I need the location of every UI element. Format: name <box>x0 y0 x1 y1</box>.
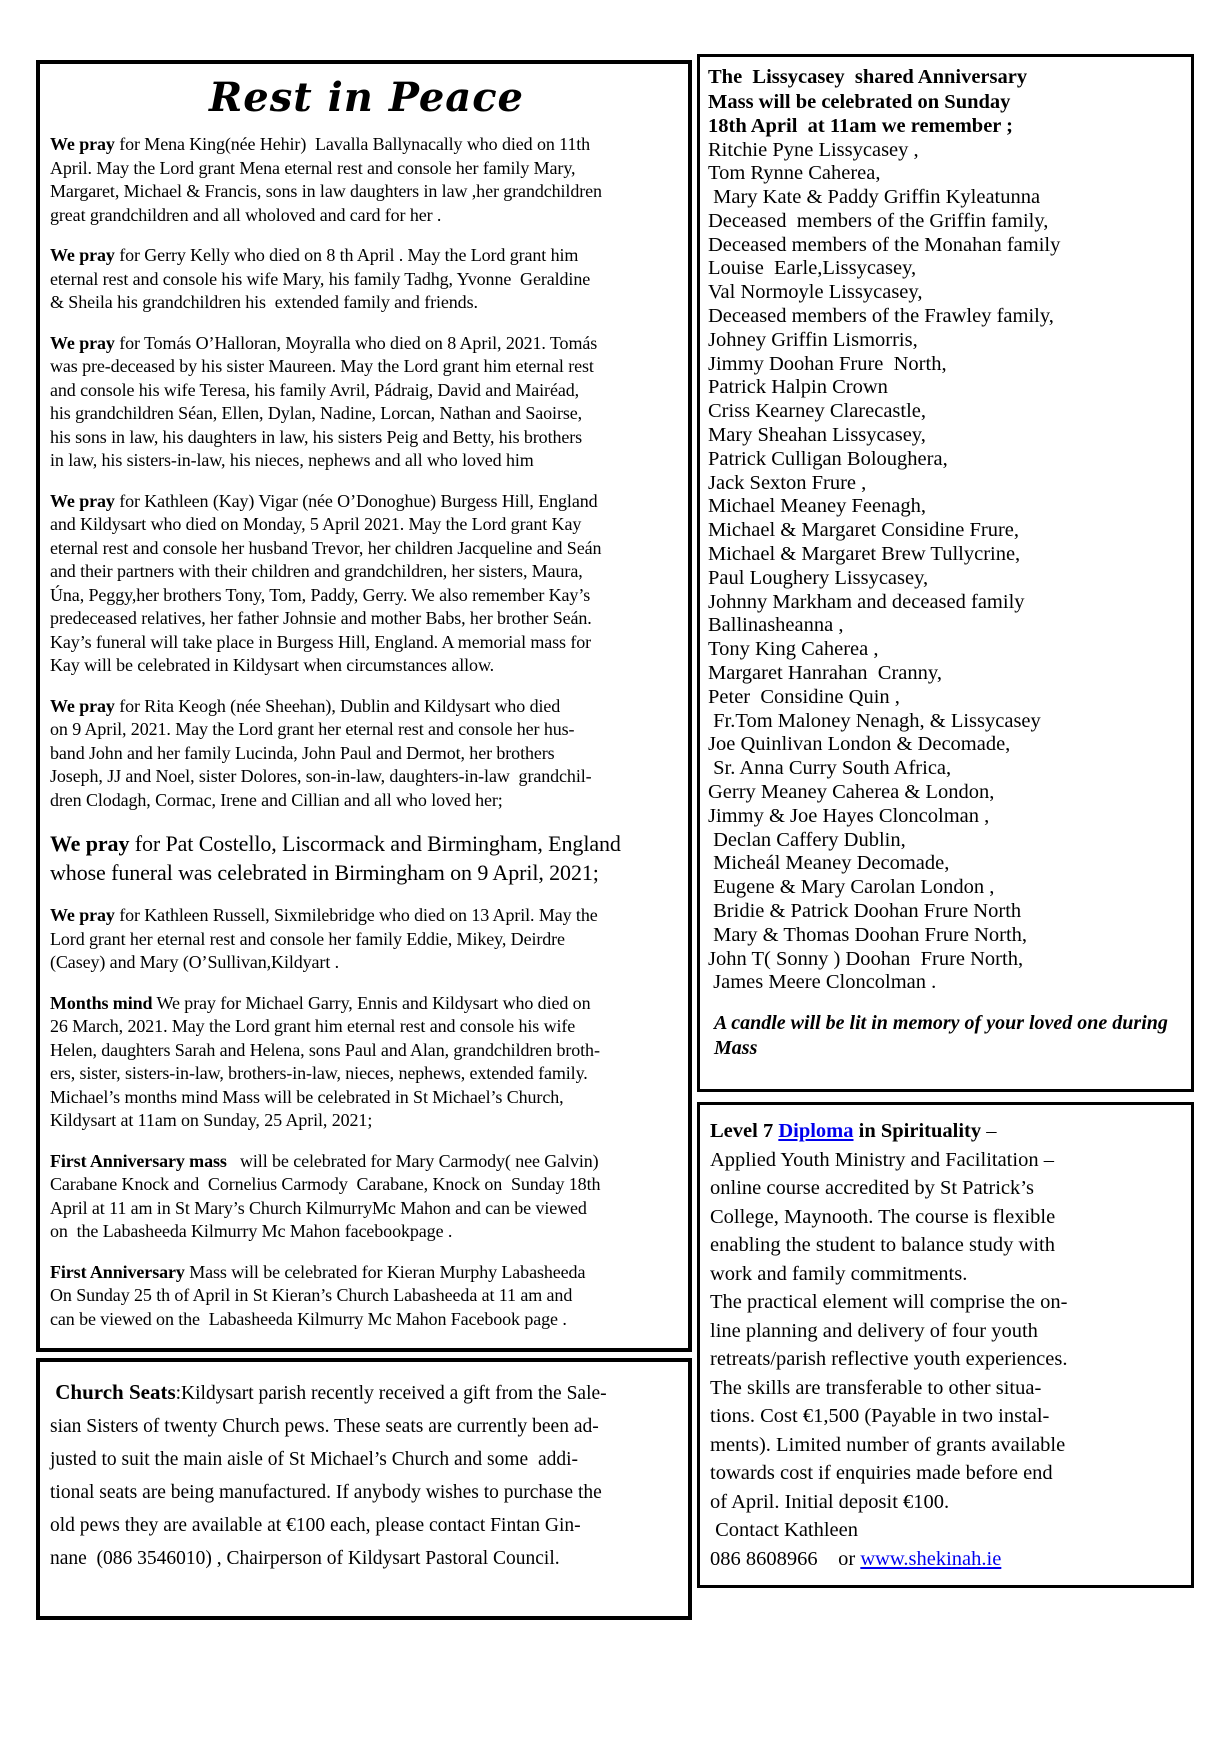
remembered-name: Deceased members of the Frawley family, <box>708 305 1054 328</box>
church-seats-box <box>36 1358 692 1620</box>
rest-in-peace-title: Rest in Peace <box>209 74 524 121</box>
remembered-name: Paul Loughery Lissycasey, <box>708 566 929 589</box>
anniversary-names-list <box>708 139 1187 996</box>
remembered-name: Mary & Thomas Doohan Frure North, <box>708 923 1028 946</box>
remembered-name: Peter Considine Quin , <box>708 685 900 708</box>
prayer-paragraph: We pray for Tomás O’Halloran, Moyralla who died on 8 April, 2021. Tomás was pre-deceased by his sister Maureen. May the Lord grant him eternal rest and console his wife Teresa, his family Avril, Pádraig, David and Mairéad, his grandchildren Séan, Ellen, Dylan, Nadine, Lorcan, Nathan and Saoirse, his sons in law, his daughters in law, his sisters Peig and Betty, his brothers in law, his sisters-in-law, his nieces, nephews and all who loved him <box>50 332 598 470</box>
remembered-name: Gerry Meaney Caherea & London, <box>708 781 995 804</box>
remembered-name: Mary Sheahan Lissycasey, <box>708 424 926 447</box>
prayer-paragraph: First Anniversary Mass will be celebrated for Kieran Murphy Labasheeda On Sunday 25 th of April in St Kieran’s Church Labasheeda at 11 am and can be viewed on the Labasheeda Kilmurry Mc Mahon Facebook page . <box>50 1261 586 1329</box>
remembered-name: Jack Sexton Frure , <box>708 471 867 494</box>
prayer-paragraphs <box>50 133 683 1331</box>
remembered-name: John T( Sonny ) Doohan Frure North, <box>708 947 1024 970</box>
paragraph-lead: We pray <box>50 332 115 353</box>
remembered-name: Val Normoyle Lissycasey, <box>708 281 923 304</box>
remembered-name: Tony King Caherea , <box>708 638 879 661</box>
diploma-link[interactable]: Diploma <box>778 1120 854 1142</box>
paragraph-lead: We pray <box>50 831 130 856</box>
paragraph-lead: We pray <box>50 695 115 716</box>
prayer-paragraph: Months mind We pray for Michael Garry, Ennis and Kildysart who died on 26 March, 2021. May the Lord grant him eternal rest and console his wife Helen, daughters Sarah and Helena, sons Paul and Alan, grandchildren broth- ers, sister, sisters-in-law, brothers-in-law, nieces, nephews, extended family. Michael’s months mind Mass will be celebrated in St Michael’s Church, Kildysart at 11am on Sunday, 25 April, 2021; <box>50 992 600 1130</box>
paragraph-lead: First Anniversary mass <box>50 1150 227 1171</box>
prayer-paragraph: We pray for Mena King(née Hehir) Lavalla Ballynacally who died on 11th April. May the Lord grant Mena eternal rest and console her family Mary, Margaret, Michael & Francis, sons in law daughters in law ,her grandchildren great grandchildren and all wholoved and card for her . <box>50 134 602 225</box>
diploma-body-lines: Applied Youth Ministry and Facilitation – online course accredited by St Patrick’s College, Maynooth. The course is flexible enabling the student to balance study with work and family commitments. The practical element will comprise the on- line planning and delivery of four youth retreats/parish reflective youth experiences. The skills are transferable to other situa- tions. Cost €1,500 (Payable in two instal- ments). Limited number of grants available towards cost if enquiries made before end of April. Initial deposit €100. Contact Kathleen <box>710 1148 1068 1541</box>
paragraph-lead: Church Seats <box>50 1380 176 1404</box>
remembered-name: Ballinasheanna , <box>708 614 844 637</box>
remembered-name: Joe Quinlivan London & Decomade, <box>708 733 1011 756</box>
anniversary-mass-header: The Lissycasey shared Anniversary Mass will be celebrated on Sunday 18th April at 11am we remember ; <box>708 66 1028 137</box>
remembered-name: Jimmy Doohan Frure North, <box>708 352 947 375</box>
prayer-paragraph: We pray for Kathleen (Kay) Vigar (née O’Donoghue) Burgess Hill, England and Kildysart who died on Monday, 5 April 2021. May the Lord grant Kay eternal rest and console her husband Trevor, her children Jacqueline and Seán and their partners with their children and grandchildren, her sisters, Maura, Úna, Peggy,her brothers Tony, Tom, Paddy, Gerry. We also remember Kay’s predeceased relatives, her father Johnsie and mother Babs, her brother Seán. Kay’s funeral will take place in Burgess Hill, England. A memorial mass for Kay will be celebrated in Kildysart when circumstances allow. <box>50 490 602 675</box>
remembered-name: Michael Meaney Feenagh, <box>708 495 927 518</box>
remembered-name: Patrick Culligan Boloughera, <box>708 447 948 470</box>
remembered-name: Deceased members of the Monahan family <box>708 233 1061 256</box>
website-link[interactable]: www.shekinah.ie <box>860 1547 1002 1570</box>
paragraph-lead: Months mind <box>50 992 153 1013</box>
contact-phone-text: 086 8608966 or <box>710 1547 861 1570</box>
remembered-name: Declan Caffery Dublin, <box>708 828 906 851</box>
church-seats-text: Church Seats:Kildysart parish recently received a gift from the Sale- sian Sisters of twenty Church pews. These seats are currently been ad- justed to suit the main aisle of St Michael’s Church and some addi- tional seats are being manufactured. If anybody wishes to purchase the old pews they are available at €100 each, please contact Fintan Gin- nane (086 3546010) , Chairperson of Kildysart Pastoral Council. <box>50 1380 607 1569</box>
diploma-paragraph <box>710 1117 1187 1573</box>
remembered-name: Louise Earle,Lissycasey, <box>708 257 917 280</box>
remembered-name: Deceased members of the Griffin family, <box>708 209 1049 232</box>
remembered-name: Bridie & Patrick Doohan Frure North <box>708 900 1022 922</box>
remembered-name: Sr. Anna Curry South Africa, <box>708 757 952 780</box>
remembered-name: Micheál Meaney Decomade, <box>708 852 950 875</box>
prayer-paragraph: We pray for Rita Keogh (née Sheehan), Dublin and Kildysart who died on 9 April, 2021. May the Lord grant her eternal rest and console her hus- band John and her family Lucinda, John Paul and Dermot, her brothers Joseph, JJ and Noel, sister Dolores, son-in-law, daughters-in-law grandchil- dren Clodagh, Cormac, Irene and Cillian and all who loved her; <box>50 695 592 810</box>
remembered-name: Tom Rynne Caherea, <box>708 162 881 185</box>
prayer-paragraph: We pray for Gerry Kelly who died on 8 th April . May the Lord grant him eternal rest and console his wife Mary, his family Tadhg, Yvonne Geraldine & Sheila his grandchildren his extended family and friends. <box>50 245 591 312</box>
paragraph-lead: We pray <box>50 905 115 925</box>
candle-note: A candle will be lit in memory of your loved one during Mass <box>714 1012 1168 1060</box>
remembered-name: James Meere Cloncolman . <box>708 971 937 994</box>
remembered-name: Patrick Halpin Crown <box>708 376 888 399</box>
prayer-paragraph: We pray for Kathleen Russell, Sixmilebridge who died on 13 April. May the Lord grant her eternal rest and console her family Eddie, Mikey, Deirdre (Casey) and Mary (O’Sullivan,Kildyart . <box>50 905 598 972</box>
diploma-course-box <box>697 1102 1194 1588</box>
paragraph-lead: We pray <box>50 490 115 511</box>
remembered-name: Michael & Margaret Considine Frure, <box>708 519 1020 542</box>
diploma-heading-suffix: in Spirituality <box>853 1120 982 1142</box>
prayer-paragraph: First Anniversary mass will be celebrated for Mary Carmody( nee Galvin) Carabane Knock and Cornelius Carmody Carabane, Knock on Sunday 18th April at 11 am in St Mary’s Church KilmurryMc Mahon and can be viewed on the Labasheeda Kilmurry Mc Mahon facebookpage . <box>50 1150 601 1241</box>
paragraph-lead: We pray <box>50 134 115 154</box>
rest-in-peace-box <box>36 60 692 1352</box>
remembered-name: Michael & Margaret Brew Tullycrine, <box>708 543 1021 566</box>
remembered-name: Jimmy & Joe Hayes Cloncolman , <box>708 804 990 827</box>
remembered-name: Criss Kearney Clarecastle, <box>708 400 927 423</box>
remembered-name: Johney Griffin Lismorris, <box>708 328 918 351</box>
anniversary-mass-box <box>697 54 1194 1092</box>
remembered-name: Margaret Hanrahan Cranny, <box>708 662 942 685</box>
remembered-name: Ritchie Pyne Lissycasey , <box>708 138 919 161</box>
paragraph-lead: We pray <box>50 245 115 265</box>
diploma-heading-prefix: Level 7 <box>710 1120 779 1142</box>
church-seats-paragraph <box>50 1376 683 1575</box>
remembered-name: Johnny Markham and deceased family <box>708 590 1025 613</box>
remembered-name: Eugene & Mary Carolan London , <box>708 876 995 899</box>
prayer-paragraph: We pray for Pat Costello, Liscormack and Birmingham, England whose funeral was celebrated in Birmingham on 9 April, 2021; <box>50 831 621 885</box>
remembered-name: Mary Kate & Paddy Griffin Kyleatunna <box>708 186 1041 209</box>
remembered-name: Fr.Tom Maloney Nenagh, & Lissycasey <box>708 709 1041 732</box>
diploma-heading-dash: – <box>981 1120 997 1142</box>
paragraph-lead: First Anniversary <box>50 1261 185 1282</box>
